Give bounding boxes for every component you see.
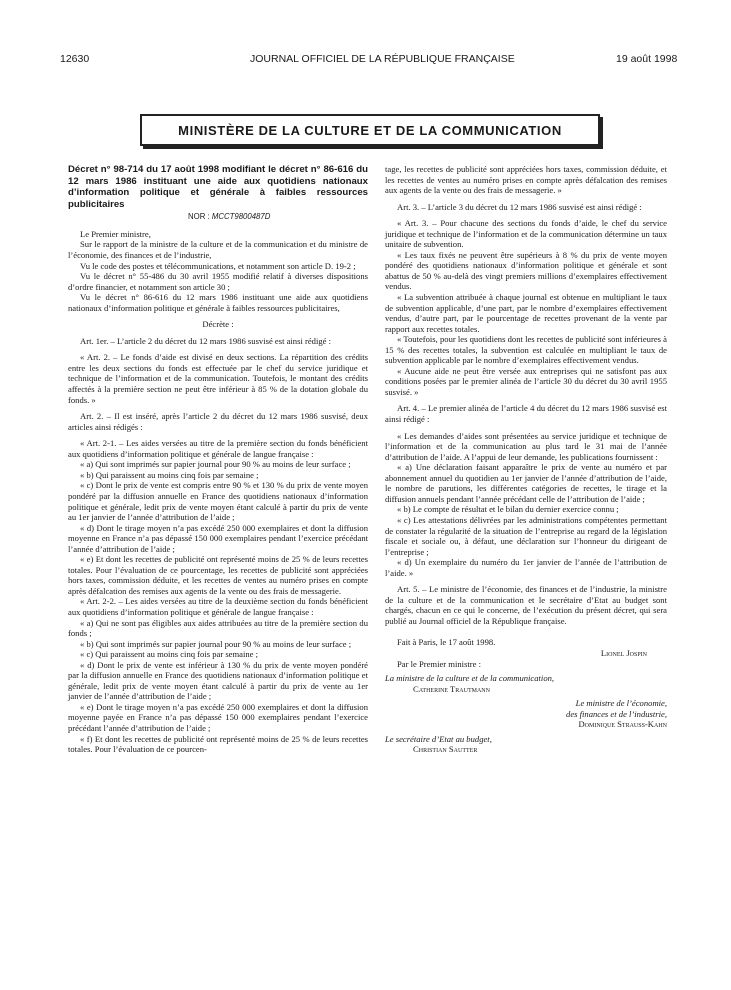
culture-minister-title: La ministre de la culture et de la communication, <box>385 673 555 684</box>
article-paragraph: Art. 3. – L’article 3 du décret du 12 mars 1986 susvisé est ainsi rédigé : <box>397 201 642 212</box>
left-column <box>68 164 368 755</box>
nor-label: NOR : <box>188 212 210 222</box>
paragraph: « b) Qui paraissent au moins cinq fois par semaine ; <box>80 469 259 480</box>
article-paragraph: Art. 5. – Le ministre de l’économie, des finances et de l’industrie, la ministre de la culture et de la communication et le secrétaire d’Etat au budget sont chargés, chacun en ce qui le concerne, de l’exécution du présent décret, qui sera publié au Journal officiel de la République française. <box>385 584 667 626</box>
economy-minister-title-2: des finances et de l’industrie, <box>566 708 667 719</box>
paragraph: tage, les recettes de publicité sont appréciées hors taxes, commission déduite, et les recettes de ventes au numéro prises en compte après défalcation des remises aux agents de la vente ou des frais de messagerie. » <box>385 164 667 196</box>
signatory-economy: Dominique Strauss-Kahn <box>578 719 667 730</box>
paragraph: « e) Dont le tirage moyen n’a pas excédé 250 000 exemplaires et dont la diffusion moyenne payée en France n’a pas dépassé 150 000 exemplaires pendant l’exercice précédant l’année d’attribution de l’aide ; <box>68 701 368 733</box>
signatory-culture: Catherine Trautmann <box>413 683 490 694</box>
paragraph: « e) Et dont les recettes de publicité ont représenté moins de 25 % de leurs recettes totales. Pour l’évaluation de ce pourcentage, les recettes de publicité sont appréciées hors taxes, commission déduite, et les recettes de ventes au numéro prises en compte après défalcation des remises aux agents de la vente ou des frais de messagerie. <box>68 554 368 596</box>
paragraph: Sur le rapport de la ministre de la culture et de la communication et du ministre de l’économie, des finances et de l’industrie, <box>68 239 368 261</box>
paragraph: « Art. 3. – Pour chacune des sections du fonds d’aide, le chef du service juridique et technique de l’information et de la communication détermine un taux unitaire de subvention. <box>385 218 667 250</box>
paragraph: Vu le décret n° 86-616 du 12 mars 1986 instituant une aide aux quotidiens nationaux d’information politique et générale à faibles ressources publicitaires, <box>68 292 368 313</box>
paragraph: « b) Qui sont imprimés sur papier journal pour 90 % au moins de leur surface ; <box>80 638 352 649</box>
budget-secretary-title: Le secrétaire d’Etat au budget, <box>385 733 492 744</box>
place-date: Fait à Paris, le 17 août 1998. <box>397 637 496 648</box>
nor-reference <box>188 212 368 223</box>
paragraph: « a) Qui sont imprimés sur papier journal pour 90 % au moins de leur surface ; <box>80 459 351 470</box>
paragraph: « d) Dont le tirage moyen n’a pas excédé 250 000 exemplaires et dont la diffusion moyenne en France n’a pas dépassé 150 000 exemplaires pendant l’exercice précédant l’année d’attribution de l’aide ; <box>68 522 368 554</box>
decree-title: Décret n° 98-714 du 17 août 1998 modifiant le décret n° 86-616 du 12 mars 1986 instituant une aide aux quotidiens nationaux d’information politique et générale à faibles ressources publicitaires <box>68 164 368 210</box>
paragraph: Vu le code des postes et télécommunications, et notamment son article D. 19-2 ; <box>80 260 356 271</box>
paragraph: « Les taux fixés ne peuvent être supérieurs à 8 % du prix de vente moyen pondéré des quotidiens nationaux d’information politique et générale et sont abattus de 50 % au-delà des vingt premiers millions d’exemplaires effectivement vendus. <box>385 249 667 292</box>
paragraph: Vu le décret n° 55-486 du 30 avril 1955 modifié relatif à diverses dispositions d’ordre financier, et notamment son article 30 ; <box>68 271 368 292</box>
paragraph: « Art. 2-2. – Les aides versées au titre de la deuxième section du fonds bénéficient aux quotidiens d’information politique et générale de langue française : <box>68 596 368 617</box>
paragraph: « d) Un exemplaire du numéro du 1er janvier de l’année de l’attribution de l’aide. » <box>385 557 667 578</box>
article-paragraph: Art. 1er. – L’article 2 du décret du 12 mars 1986 susvisé est ainsi rédigé : <box>80 335 331 346</box>
nor-value: MCCT9800487D <box>211 212 271 222</box>
signatory-budget: Christian Sautter <box>413 744 478 755</box>
paragraph: « La subvention attribuée à chaque journal est obtenue en multipliant le taux de subvention applicable, d’une part, par le nombre d’exemplaires effectivement vendus, d’autre part, par le pourcentage de recettes provenant de la vente par rapport aux recettes totales. <box>385 292 667 334</box>
paragraph: « Aucune aide ne peut être versée aux entreprises qui ne satisfont pas aux conditions posées par le premier alinéa de l’article 30 du décret du 30 avril 1955 susvisé. » <box>385 365 667 397</box>
paragraph: « f) Et dont les recettes de publicité ont représenté moins de 25 % de leurs recettes totales. Pour l’évaluation de ce pourcen- <box>68 733 368 755</box>
paragraph: « b) Le compte de résultat et le bilan du dernier exercice connu ; <box>397 504 619 515</box>
paragraph: « c) Dont le prix de vente est compris entre 90 % et 130 % du prix de vente moyen pondéré par la diffusion annuelle en France des quotidiens nationaux d’information politique et générale, ledit prix de vente moyen étant calculé à partir du prix de vente au 1er janvier de l’année d’attribution de l’aide ; <box>68 480 368 523</box>
paragraph: Le Premier ministre, <box>80 228 151 239</box>
decrete-heading: Décrète : <box>202 319 234 330</box>
paragraph: « a) Qui ne sont pas éligibles aux aides attribuées au titre de la première section du fonds ; <box>68 617 368 639</box>
issue-date: 19 août 1998 <box>616 53 678 65</box>
page-number: 12630 <box>60 53 90 65</box>
pm-intro: Par le Premier ministre : <box>397 658 482 669</box>
paragraph: « Les demandes d’aides sont présentées au service juridique et technique de l’information et de la communication au plus tard le 31 mai de l’année d’attribution de l’aide. A l’appui de leur demande, les publications fournissent : <box>385 430 667 462</box>
signatory-pm: Lionel Jospin <box>600 647 647 658</box>
paragraph: « Toutefois, pour les quotidiens dont les recettes de publicité sont inférieures à 15 % des recettes totales, la subvention est calculée en multipliant le taux de subvention applicable par le nombre d’exemplaires effectivement vendus. <box>385 334 667 366</box>
paragraph: « d) Dont le prix de vente est inférieur à 130 % du prix de vente moyen pondéré par la diffusion annuelle en France des quotidiens nationaux d’information politique et générale, ledit prix de vente moyen étant calculé à partir du prix de vente au 1er janvier de l’année d’attribution de l’aide ; <box>68 659 368 702</box>
ministry-title: MINISTÈRE DE LA CULTURE ET DE LA COMMUNICATION <box>178 122 562 138</box>
right-column <box>385 164 667 755</box>
economy-minister-title: Le ministre de l’économie, <box>575 698 667 709</box>
ministry-banner <box>140 114 600 146</box>
paragraph: « a) Une déclaration faisant apparaître le prix de vente au numéro et par abonnement annuel du quotidien au 1er janvier de l’année d’attribution de l’aide, le nombre de parutions, les différentes catégories de recettes, le tirage et la diffusion annuels pendant l’année précédant celle de l’attribution de l’aide ; <box>385 462 667 504</box>
paragraph: « Art. 2. – Le fonds d’aide est divisé en deux sections. La répartition des crédits entre les deux sections du fonds est effectuée par le chef du service juridique et technique de l’information et de la communication. Toutefois, le montant des crédits affectés à la première section ne peut être inférieur à 85 % de la dotation globale du fonds. » <box>68 352 368 405</box>
article-paragraph: Art. 2. – Il est inséré, après l’article 2 du décret du 12 mars 1986 susvisé, deux articles ainsi rédigés : <box>68 411 368 432</box>
paragraph: « Art. 2-1. – Les aides versées au titre de la première section du fonds bénéficient aux quotidiens d’information politique et générale de langue française : <box>68 438 368 459</box>
article-paragraph: Art. 4. – Le premier alinéa de l’article 4 du décret du 12 mars 1986 susvisé est ainsi rédigé : <box>385 403 667 425</box>
paragraph: « c) Qui paraissent au moins cinq fois par semaine ; <box>80 649 259 660</box>
paragraph: « c) Les attestations délivrées par les administrations compétentes permettant de constater la régularité de la situation de l’entreprise au regard de la législation fiscale et sociale ou, à défaut, une déclaration sur l’honneur du dirigeant de l’entreprise ; <box>385 514 667 557</box>
journal-title: JOURNAL OFFICIEL DE LA RÉPUBLIQUE FRANÇAISE <box>250 53 515 65</box>
